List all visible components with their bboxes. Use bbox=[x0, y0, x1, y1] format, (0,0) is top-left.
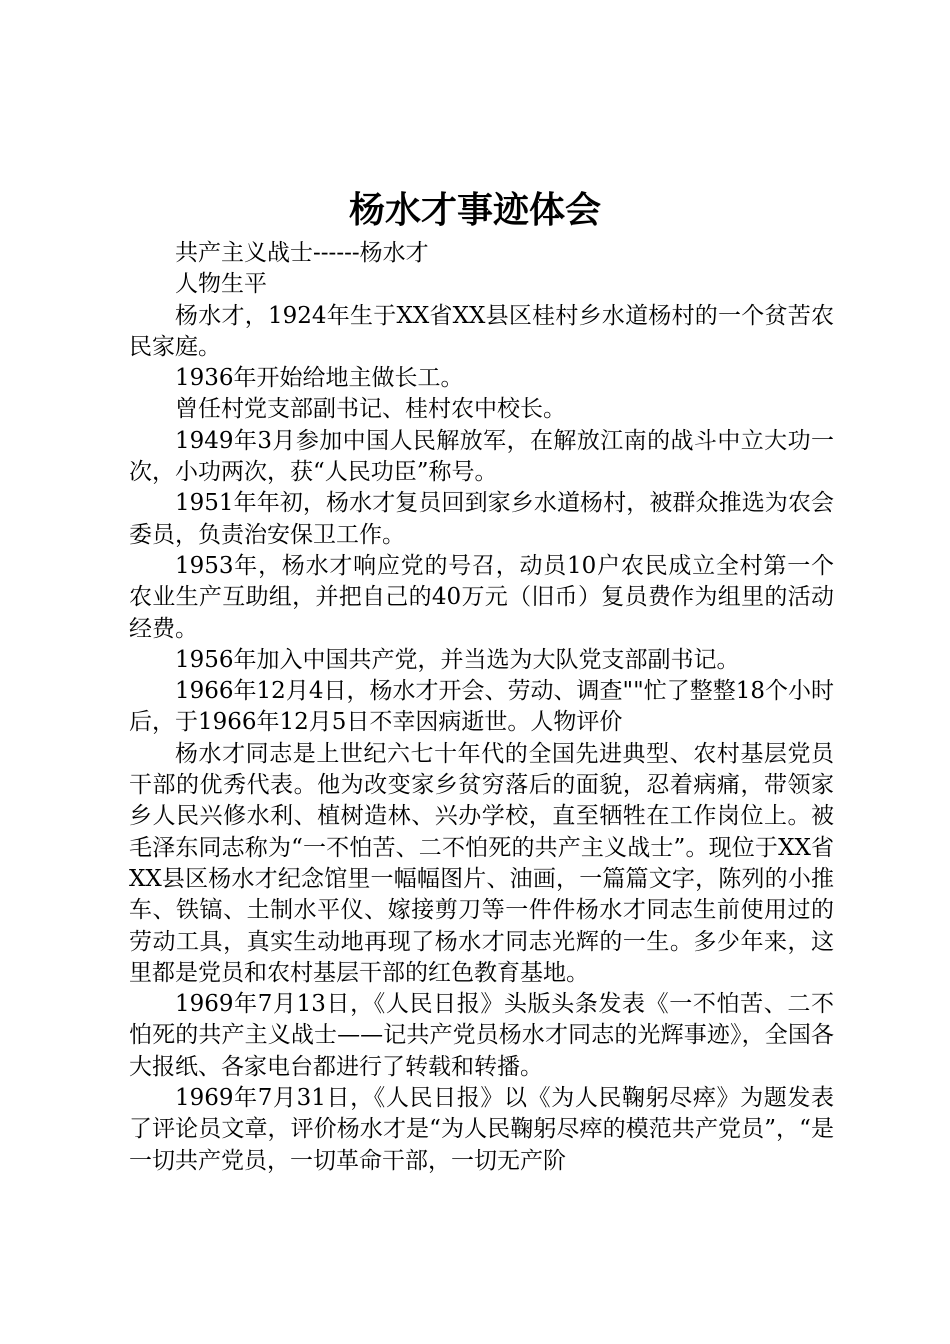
paragraph-subtitle: 共产主义战士------杨水才 bbox=[175, 240, 429, 266]
document-body bbox=[129, 238, 834, 1177]
paragraph: 杨水才同志是上世纪六七十年代的全国先进典型、农村基层党员干部的优秀代表。他为改变家乡贫穷落后的面貌，忍着病痛，带领家乡人民兴修水利、植树造林、兴办学校，直至牺牲在工作岗位上。被毛泽东同志称为“一不怕苦、二不怕死的共产主义战士”。现位于XX省XX县区杨水才纪念馆里一幅幅图片、油画，一篇篇文字，陈列的小推车、铁镐、土制水平仪、嫁接剪刀等一件件杨水才同志生前使用过的劳动工具，真实生动地再现了杨水才同志光辉的一生。多少年来，这里都是党员和农村基层干部的红色教育基地。 bbox=[129, 740, 834, 986]
paragraph: 1969年7月13日，《人民日报》头版头条发表《一不怕苦、二不怕死的共产主义战士——记共产党员杨水才同志的光辉事迹》，全国各大报纸、各家电台都进行了转载和转播。 bbox=[129, 991, 834, 1080]
paragraph: 1951年年初，杨水才复员回到家乡水道杨村，被群众推选为农会委员，负责治安保卫工作。 bbox=[129, 490, 834, 548]
paragraph: 杨水才，1924年生于XX省XX县区桂村乡水道杨村的一个贫苦农民家庭。 bbox=[129, 302, 834, 360]
section-heading-biography: 人物生平 bbox=[175, 271, 267, 298]
paragraph: 1956年加入中国共产党，并当选为大队党支部副书记。 bbox=[175, 646, 740, 673]
document-title: 杨水才事迹体会 bbox=[348, 189, 601, 231]
paragraph: 1949年3月参加中国人民解放军，在解放江南的战斗中立大功一次，小功两次，获“人民功臣”称号。 bbox=[129, 427, 834, 486]
paragraph: 1953年，杨水才响应党的号召，动员10户农民成立全村第一个农业生产互助组，并把自己的40万元（旧币）复员费作为组里的活动经费。 bbox=[129, 552, 834, 642]
paragraph: 1966年12月4日，杨水才开会、劳动、调查""忙了整整18个小时后，于1966年12月5日不幸因病逝世。人物评价 bbox=[129, 678, 834, 736]
paragraph: 1969年7月31日，《人民日报》以《为人民鞠躬尽瘁》为题发表了评论员文章，评价杨水才是“为人民鞠躬尽瘁的模范共产党员”，“是一切共产党员，一切革命干部，一切无产阶 bbox=[129, 1085, 834, 1174]
paragraph: 曾任村党支部副书记、桂村农中校长。 bbox=[175, 396, 566, 423]
paragraph: 1936年开始给地主做长工。 bbox=[175, 365, 464, 392]
